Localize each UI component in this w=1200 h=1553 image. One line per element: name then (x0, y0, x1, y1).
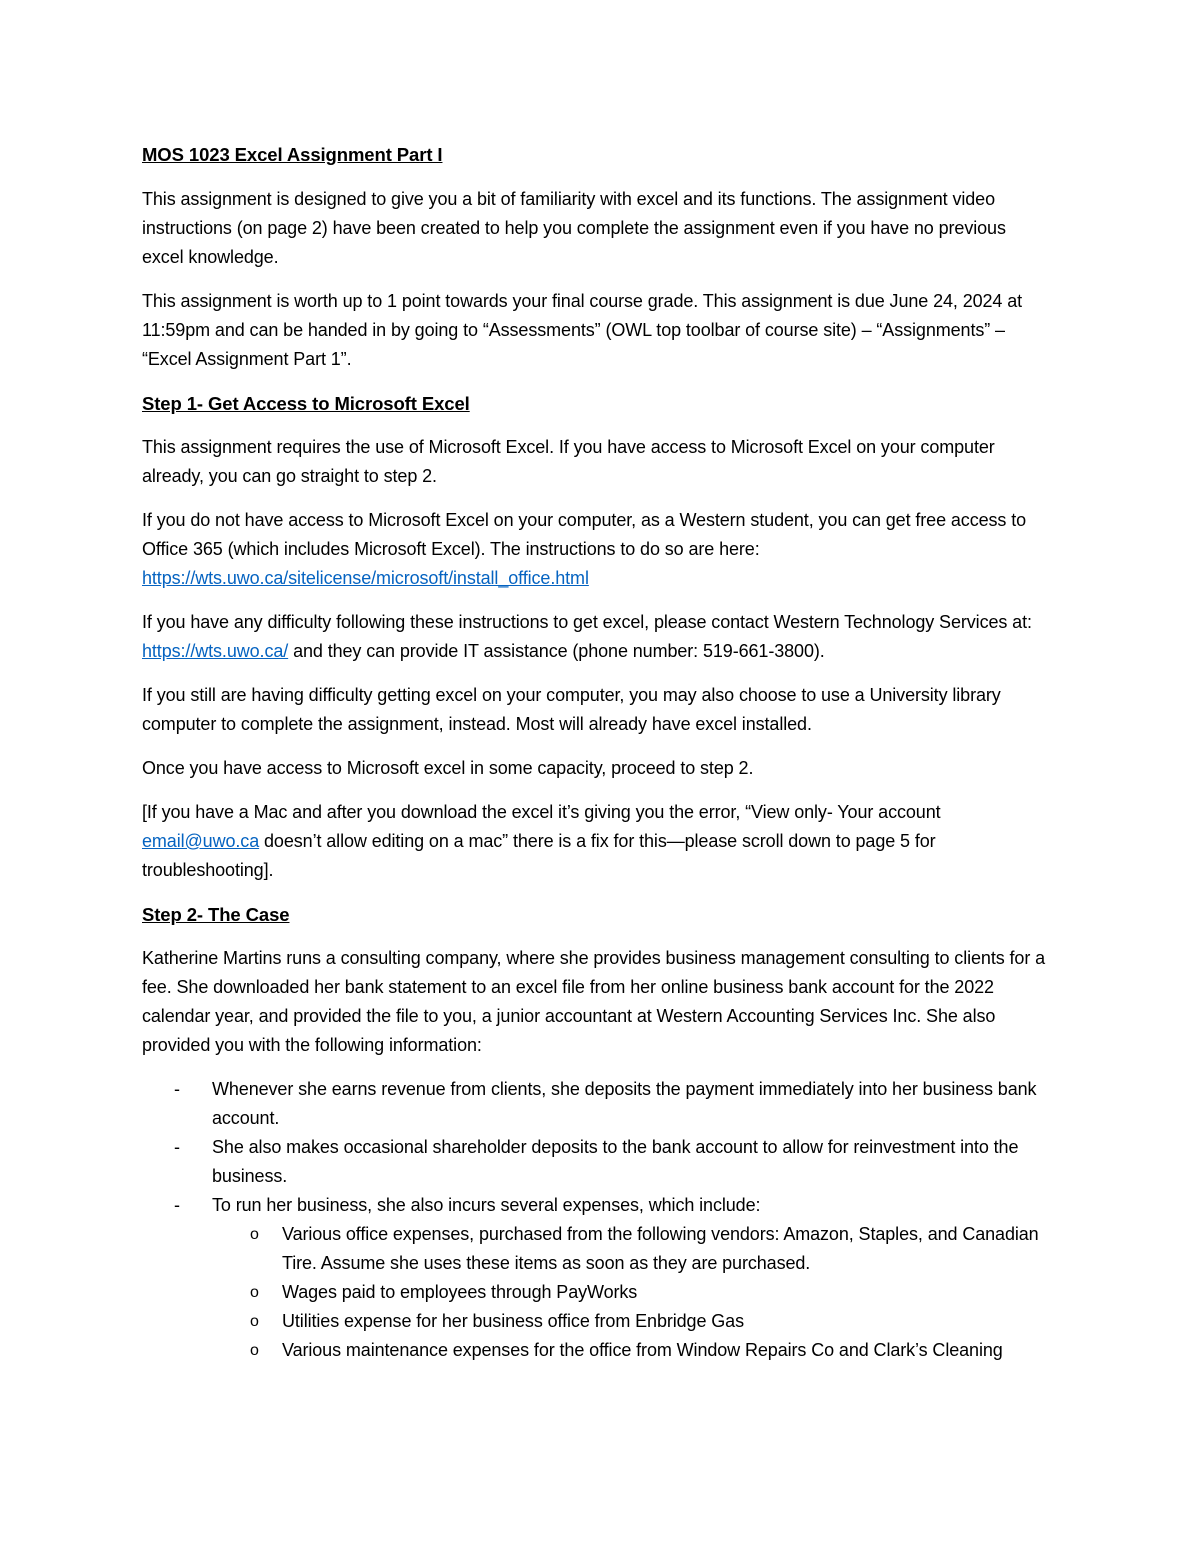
circle-bullet-marker: o (250, 1226, 259, 1243)
list-item (142, 1133, 1047, 1191)
email-link[interactable]: email@uwo.ca (142, 831, 260, 851)
dash-bullet-marker: - (174, 1137, 180, 1157)
list-item (142, 1191, 1047, 1365)
dash-bullet-marker: - (174, 1079, 180, 1099)
step1-paragraph-6-after: doesn’t allow editing on a mac” there is a fix for this—please scroll down to page 5 for troubleshooting]. (142, 831, 936, 880)
expense-sub-list (142, 1220, 1047, 1365)
step2-paragraph-1: Katherine Martins runs a consulting company, where she provides business management consulting to clients for a fee. She downloaded her bank statement to an excel file from her online business bank account for the 2022 calendar year, and provided the file to you, a junior accountant at Western Accounting Services Inc. She also provided you with the following information: (142, 948, 1046, 1055)
document-title: MOS 1023 Excel Assignment Part I (142, 144, 443, 165)
intro-paragraph-2: This assignment is worth up to 1 point towards your final course grade. This assignment is due June 24, 2024 at 11:59pm and can be handed in by going to “Assessments” (OWL top toolbar of course site) – “Assignments” – “Excel Assignment Part 1”. (142, 291, 1023, 369)
step1-paragraph-2 (142, 506, 1047, 593)
step2-heading: Step 2- The Case (142, 904, 290, 925)
sub-list-item-text: Various office expenses, purchased from the following vendors: Amazon, Staples, and Canadian Tire. Assume she uses these items as soon as they are purchased. (282, 1224, 1039, 1273)
install-office-link[interactable]: https://wts.uwo.ca/sitelicense/microsoft/install_office.html (142, 568, 589, 588)
sub-list-item-text: Wages paid to employees through PayWorks (282, 1282, 638, 1302)
step1-paragraph-2-text: If you do not have access to Microsoft Excel on your computer, as a Western student, you can get free access to Office 365 (which includes Microsoft Excel). The instructions to do so are here: (142, 510, 1027, 559)
intro-paragraph-1: This assignment is designed to give you a bit of familiarity with excel and its functions. The assignment video instructions (on page 2) have been created to help you complete the assignment even if you have no previous excel knowledge. (142, 189, 1006, 267)
step1-heading: Step 1- Get Access to Microsoft Excel (142, 393, 470, 414)
sub-list-item (212, 1278, 1047, 1307)
step1-paragraph-5: Once you have access to Microsoft excel in some capacity, proceed to step 2. (142, 758, 754, 778)
step1-paragraph-3 (142, 608, 1047, 666)
step1-paragraph-6-before: [If you have a Mac and after you download the excel it’s giving you the error, “View only- Your account (142, 802, 941, 822)
case-bullet-list (142, 1075, 1047, 1365)
sub-list-item-text: Various maintenance expenses for the office from Window Repairs Co and Clark’s Cleaning (282, 1340, 1003, 1360)
step1-paragraph-6 (142, 798, 1047, 885)
sub-list-item (212, 1336, 1047, 1365)
sub-list-item (212, 1220, 1047, 1278)
step1-paragraph-3-after: and they can provide IT assistance (phone number: 519-661-3800). (288, 641, 825, 661)
list-item-text: Whenever she earns revenue from clients, she deposits the payment immediately into her business bank account. (212, 1079, 1037, 1128)
step1-paragraph-4: If you still are having difficulty getting excel on your computer, you may also choose to use a University library computer to complete the assignment, instead. Most will already have excel installed. (142, 685, 1001, 734)
circle-bullet-marker: o (250, 1313, 259, 1330)
document-page (142, 140, 1047, 1365)
list-item-text: She also makes occasional shareholder deposits to the bank account to allow for reinvestment into the business. (212, 1137, 1019, 1186)
circle-bullet-marker: o (250, 1342, 259, 1359)
sub-list-item-text: Utilities expense for her business office from Enbridge Gas (282, 1311, 744, 1331)
list-item (142, 1075, 1047, 1133)
step1-paragraph-3-before: If you have any difficulty following these instructions to get excel, please contact Western Technology Services at: (142, 612, 1032, 632)
dash-bullet-marker: - (174, 1195, 180, 1215)
sub-list-wrapper (142, 1220, 1047, 1365)
list-item-text: To run her business, she also incurs several expenses, which include: (212, 1195, 761, 1215)
circle-bullet-marker: o (250, 1284, 259, 1301)
wts-link[interactable]: https://wts.uwo.ca/ (142, 641, 289, 661)
sub-list-item (212, 1307, 1047, 1336)
step1-paragraph-1: This assignment requires the use of Microsoft Excel. If you have access to Microsoft Excel on your computer already, you can go straight to step 2. (142, 437, 995, 486)
